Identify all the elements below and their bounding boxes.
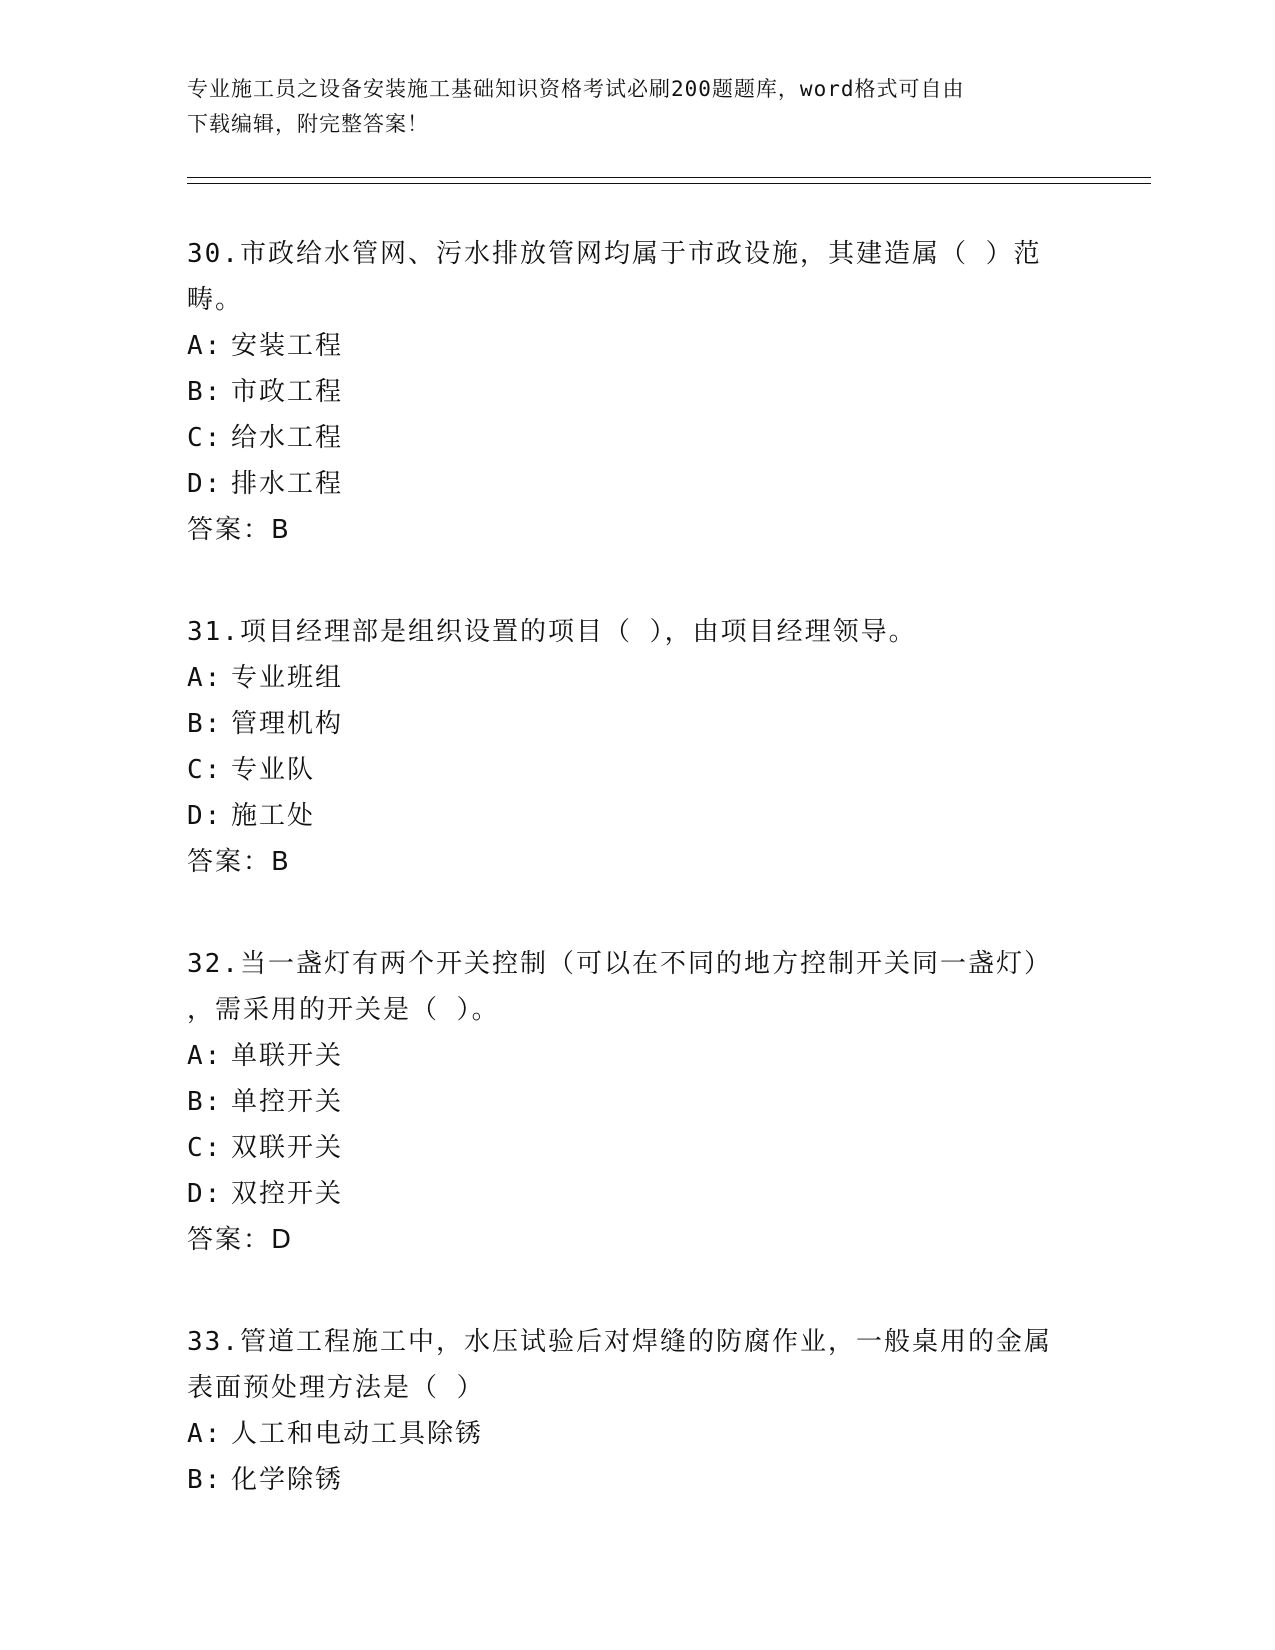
option-text: 市政工程 [231,377,344,407]
option-letter: B: [187,709,223,739]
option-a [187,655,1087,701]
question-text-line: 33.管道工程施工中，水压试验后对焊缝的防腐作业，一般桌用的金属 [187,1327,1052,1357]
option-text: 安装工程 [231,331,344,361]
option-a [187,1033,1087,1079]
question-list [187,231,1087,1559]
option-letter: B: [187,1087,223,1117]
option-letter: B: [187,1465,223,1495]
option-text: 化学除锈 [231,1465,344,1495]
option-b [187,1079,1087,1125]
question-33 [187,1319,1087,1503]
option-letter: B: [187,377,223,407]
header-line-1: 专业施工员之设备安装施工基础知识资格考试必刷200题题库，word格式可自由 [187,77,965,101]
question-text-line: 畴。 [187,285,244,315]
option-b [187,369,1087,415]
option-text: 给水工程 [231,423,344,453]
option-text: 单联开关 [231,1041,344,1071]
option-d [187,461,1087,507]
option-c [187,747,1087,793]
option-a [187,323,1087,369]
option-text: 人工和电动工具除锈 [231,1419,484,1449]
option-text: 双控开关 [231,1179,344,1209]
header-divider-top [187,177,1151,178]
answer-label: 答案：B [187,515,291,545]
question-text-line: 30.市政给水管网、污水排放管网均属于市政设施，其建造属（ ）范 [187,239,1042,269]
option-text: 管理机构 [231,709,344,739]
option-c [187,415,1087,461]
option-letter: C: [187,755,223,785]
option-letter: D: [187,801,223,831]
question-text-line: 32.当一盏灯有两个开关控制（可以在不同的地方控制开关同一盏灯） [187,949,1052,979]
document-header [187,72,1067,142]
option-letter: A: [187,331,223,361]
option-text: 专业班组 [231,663,344,693]
question-30 [187,231,1087,553]
option-b [187,701,1087,747]
header-divider-bottom [187,183,1151,184]
question-text-line: 31.项目经理部是组织设置的项目（ ），由项目经理领导。 [187,617,917,647]
option-text: 排水工程 [231,469,344,499]
option-b [187,1457,1087,1503]
question-31 [187,609,1087,885]
option-text: 施工处 [231,801,316,831]
option-text: 双联开关 [231,1133,344,1163]
option-letter: A: [187,1041,223,1071]
question-text-line: ，需采用的开关是（ ）。 [187,995,500,1025]
option-letter: D: [187,469,223,499]
option-d [187,1171,1087,1217]
option-a [187,1411,1087,1457]
option-letter: A: [187,1419,223,1449]
option-c [187,1125,1087,1171]
option-letter: A: [187,663,223,693]
answer-label: 答案：B [187,847,291,877]
question-32 [187,941,1087,1263]
answer-label: 答案：D [187,1225,294,1255]
header-line-2: 下载编辑，附完整答案！ [187,112,429,136]
option-letter: C: [187,1133,223,1163]
option-text: 专业队 [231,755,316,785]
question-text-line: 表面预处理方法是（ ） [187,1373,485,1403]
option-d [187,793,1087,839]
option-text: 单控开关 [231,1087,344,1117]
option-letter: D: [187,1179,223,1209]
option-letter: C: [187,423,223,453]
